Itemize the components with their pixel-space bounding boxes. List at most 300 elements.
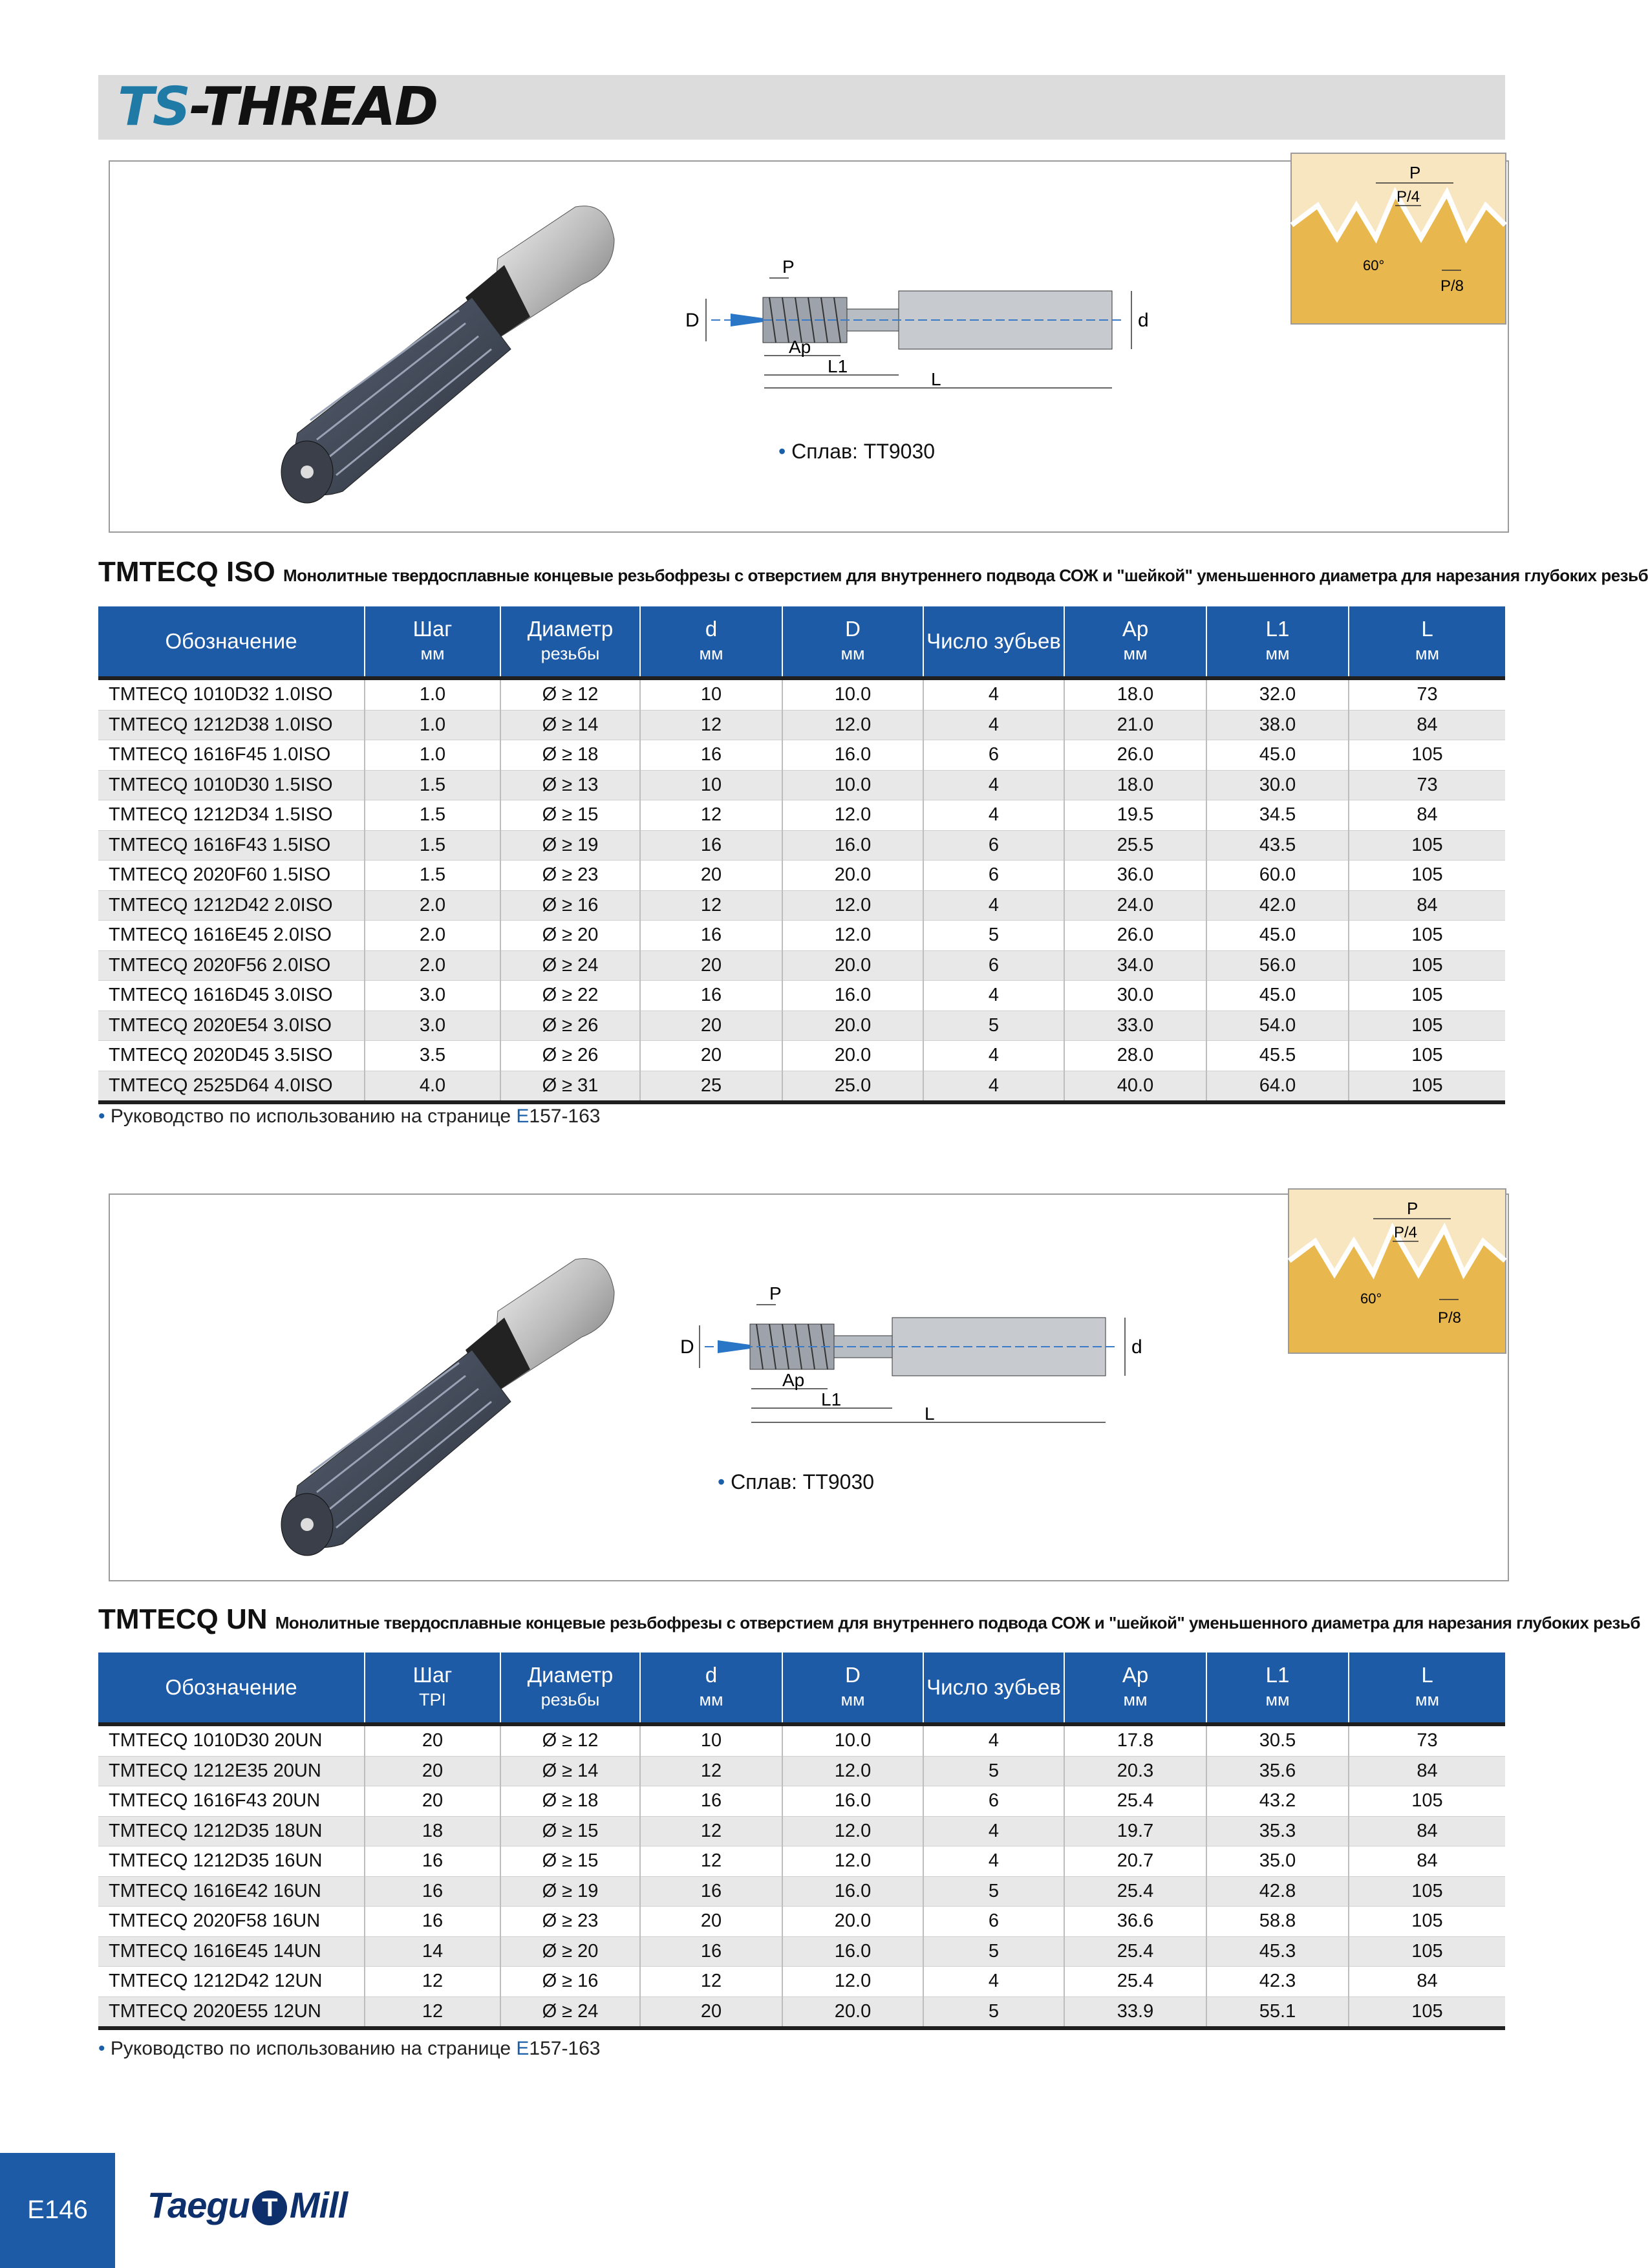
table-cell: 3.0 bbox=[365, 981, 500, 1011]
un-usage-note: • Руководство по использованию на странице E157-163 bbox=[98, 2038, 601, 2059]
table-cell: 5 bbox=[923, 1011, 1064, 1041]
table-cell: Ø ≥ 16 bbox=[500, 890, 640, 921]
table-row bbox=[98, 861, 1505, 891]
table-cell: 24.0 bbox=[1064, 890, 1206, 921]
table-cell: 20.0 bbox=[782, 1041, 923, 1071]
table-cell: 5 bbox=[923, 1756, 1064, 1786]
table-cell: 20.0 bbox=[782, 950, 923, 981]
table-cell: TMTECQ 1616E45 2.0ISO bbox=[98, 921, 365, 951]
table-cell: TMTECQ 2525D64 4.0ISO bbox=[98, 1071, 365, 1102]
table-cell: 1.0 bbox=[365, 710, 500, 740]
table-cell: 4 bbox=[923, 1724, 1064, 1756]
table-cell: 20 bbox=[640, 1041, 782, 1071]
end-mill-photo-un bbox=[187, 1240, 769, 1576]
table-cell: 35.3 bbox=[1206, 1816, 1349, 1846]
table-cell: 84 bbox=[1349, 1816, 1505, 1846]
table-cell: TMTECQ 1616D45 3.0ISO bbox=[98, 981, 365, 1011]
table-cell: 12 bbox=[640, 1846, 782, 1877]
table-cell: TMTECQ 2020E55 12UN bbox=[98, 1996, 365, 2028]
table-cell: Ø ≥ 15 bbox=[500, 1846, 640, 1877]
table-row bbox=[98, 800, 1505, 831]
table-cell: TMTECQ 1212D34 1.5ISO bbox=[98, 800, 365, 831]
table-cell: 12.0 bbox=[782, 921, 923, 951]
table-row bbox=[98, 740, 1505, 771]
table-cell: 20 bbox=[640, 950, 782, 981]
iso-col-header-6: Ap мм bbox=[1064, 606, 1206, 678]
table-cell: 105 bbox=[1349, 981, 1505, 1011]
table-cell: 30.5 bbox=[1206, 1724, 1349, 1756]
un-col-header-1: Шаг TPI bbox=[365, 1653, 500, 1724]
end-mill-photo-iso bbox=[187, 187, 769, 524]
table-cell: TMTECQ 1616E42 16UN bbox=[98, 1876, 365, 1907]
table-cell: 4 bbox=[923, 1816, 1064, 1846]
header-band bbox=[98, 75, 1505, 140]
table-cell: 16 bbox=[640, 921, 782, 951]
table-cell: 6 bbox=[923, 1786, 1064, 1817]
table-row bbox=[98, 710, 1505, 740]
table-cell: 16.0 bbox=[782, 830, 923, 861]
table-cell: 12.0 bbox=[782, 1967, 923, 1997]
svg-text:60°: 60° bbox=[1360, 1290, 1382, 1307]
table-cell: Ø ≥ 14 bbox=[500, 710, 640, 740]
table-row bbox=[98, 1907, 1505, 1937]
table-cell: 10 bbox=[640, 770, 782, 800]
table-cell: 3.0 bbox=[365, 1011, 500, 1041]
table-cell: TMTECQ 1212D38 1.0ISO bbox=[98, 710, 365, 740]
iso-table-body bbox=[98, 678, 1505, 1102]
table-cell: 105 bbox=[1349, 830, 1505, 861]
table-cell: 1.0 bbox=[365, 678, 500, 710]
table-cell: 3.5 bbox=[365, 1041, 500, 1071]
un-col-header-3: d мм bbox=[640, 1653, 782, 1724]
table-cell: 6 bbox=[923, 830, 1064, 861]
table-cell: 34.5 bbox=[1206, 800, 1349, 831]
dimension-drawing-iso bbox=[685, 259, 1203, 388]
table-cell: 35.6 bbox=[1206, 1756, 1349, 1786]
table-cell: 35.0 bbox=[1206, 1846, 1349, 1877]
alloy-label-un: • Сплав: TT9030 bbox=[718, 1470, 875, 1493]
table-cell: 4 bbox=[923, 1846, 1064, 1877]
table-cell: 10.0 bbox=[782, 678, 923, 710]
table-cell: 20.0 bbox=[782, 1907, 923, 1937]
table-cell: 12.0 bbox=[782, 800, 923, 831]
table-cell: Ø ≥ 22 bbox=[500, 981, 640, 1011]
table-cell: TMTECQ 1010D30 1.5ISO bbox=[98, 770, 365, 800]
iso-col-header-5: Число зубьев bbox=[923, 606, 1064, 678]
table-cell: Ø ≥ 20 bbox=[500, 921, 640, 951]
table-cell: 54.0 bbox=[1206, 1011, 1349, 1041]
svg-text:D: D bbox=[685, 310, 700, 331]
un-col-header-5: Число зубьев bbox=[923, 1653, 1064, 1724]
alloy-label-iso: • Сплав: TT9030 bbox=[778, 440, 936, 463]
un-col-header-6: Ap мм bbox=[1064, 1653, 1206, 1724]
table-cell: 6 bbox=[923, 740, 1064, 771]
iso-col-header-8: L мм bbox=[1349, 606, 1505, 678]
table-cell: 105 bbox=[1349, 740, 1505, 771]
table-cell: TMTECQ 1616F43 1.5ISO bbox=[98, 830, 365, 861]
table-cell: Ø ≥ 14 bbox=[500, 1756, 640, 1786]
table-cell: 40.0 bbox=[1064, 1071, 1206, 1102]
table-cell: 21.0 bbox=[1064, 710, 1206, 740]
ts-thread-logo: TS-THREAD bbox=[118, 76, 438, 138]
table-cell: 64.0 bbox=[1206, 1071, 1349, 1102]
iso-col-header-3: d мм bbox=[640, 606, 782, 678]
table-cell: 4 bbox=[923, 981, 1064, 1011]
table-cell: 1.0 bbox=[365, 740, 500, 771]
table-cell: 12 bbox=[640, 890, 782, 921]
table-cell: Ø ≥ 15 bbox=[500, 800, 640, 831]
table-row bbox=[98, 1071, 1505, 1102]
table-cell: 42.8 bbox=[1206, 1876, 1349, 1907]
table-cell: 25 bbox=[640, 1071, 782, 1102]
iso-spec-table bbox=[98, 606, 1505, 1104]
table-cell: Ø ≥ 24 bbox=[500, 950, 640, 981]
iso-usage-note: • Руководство по использованию на странице E157-163 bbox=[98, 1106, 601, 1127]
table-row bbox=[98, 830, 1505, 861]
table-cell: 12.0 bbox=[782, 890, 923, 921]
table-cell: 18.0 bbox=[1064, 678, 1206, 710]
table-cell: 84 bbox=[1349, 710, 1505, 740]
table-row bbox=[98, 1786, 1505, 1817]
table-cell: 1.5 bbox=[365, 800, 500, 831]
table-cell: 20 bbox=[640, 1996, 782, 2028]
table-cell: 2.0 bbox=[365, 921, 500, 951]
table-cell: 2.0 bbox=[365, 950, 500, 981]
table-row bbox=[98, 1846, 1505, 1877]
table-cell: 33.0 bbox=[1064, 1011, 1206, 1041]
table-cell: 5 bbox=[923, 1936, 1064, 1967]
table-cell: 25.0 bbox=[782, 1071, 923, 1102]
table-cell: 45.5 bbox=[1206, 1041, 1349, 1071]
table-cell: 25.4 bbox=[1064, 1936, 1206, 1967]
table-cell: 12.0 bbox=[782, 1816, 923, 1846]
table-cell: 36.6 bbox=[1064, 1907, 1206, 1937]
iso-col-header-0: Обозначение bbox=[98, 606, 365, 678]
table-cell: 12 bbox=[640, 1967, 782, 1997]
table-cell: 16 bbox=[640, 981, 782, 1011]
table-cell: 5 bbox=[923, 921, 1064, 951]
table-cell: 10.0 bbox=[782, 770, 923, 800]
table-cell: 105 bbox=[1349, 1936, 1505, 1967]
table-cell: 84 bbox=[1349, 800, 1505, 831]
table-row bbox=[98, 1967, 1505, 1997]
table-cell: 12 bbox=[640, 1816, 782, 1846]
table-cell: Ø ≥ 19 bbox=[500, 830, 640, 861]
table-cell: 105 bbox=[1349, 921, 1505, 951]
svg-text:P: P bbox=[782, 257, 795, 277]
table-cell: 84 bbox=[1349, 890, 1505, 921]
table-cell: 16.0 bbox=[782, 981, 923, 1011]
table-cell: 45.3 bbox=[1206, 1936, 1349, 1967]
table-cell: 84 bbox=[1349, 1967, 1505, 1997]
table-cell: Ø ≥ 26 bbox=[500, 1041, 640, 1071]
table-row bbox=[98, 1041, 1505, 1071]
table-cell: Ø ≥ 23 bbox=[500, 1907, 640, 1937]
table-cell: 16.0 bbox=[782, 740, 923, 771]
svg-text:Ap: Ap bbox=[782, 1370, 805, 1390]
table-cell: Ø ≥ 12 bbox=[500, 678, 640, 710]
table-row bbox=[98, 1011, 1505, 1041]
table-cell: 12 bbox=[640, 710, 782, 740]
svg-text:P/4: P/4 bbox=[1394, 1224, 1418, 1241]
un-section-title: TMTECQ UN Монолитные твердосплавные концевые резьбофрезы с отверстием для внутреннего подвода СОЖ и "шейкой" уменьшенного диаметра для нарезания глубоких резьб bbox=[98, 1603, 1640, 1635]
taegutec-mill-logo: Taegu T Mill bbox=[147, 2185, 348, 2225]
table-cell: 19.7 bbox=[1064, 1816, 1206, 1846]
svg-text:P/8: P/8 bbox=[1440, 277, 1464, 295]
table-cell: Ø ≥ 31 bbox=[500, 1071, 640, 1102]
svg-text:L1: L1 bbox=[828, 356, 848, 376]
un-col-header-0: Обозначение bbox=[98, 1653, 365, 1724]
table-cell: 4.0 bbox=[365, 1071, 500, 1102]
table-cell: TMTECQ 2020F58 16UN bbox=[98, 1907, 365, 1937]
table-cell: TMTECQ 1212D42 12UN bbox=[98, 1967, 365, 1997]
table-cell: 12.0 bbox=[782, 1846, 923, 1877]
table-cell: 4 bbox=[923, 770, 1064, 800]
table-cell: 4 bbox=[923, 710, 1064, 740]
table-cell: 20 bbox=[365, 1786, 500, 1817]
table-row bbox=[98, 921, 1505, 951]
thread-profile-inset-un bbox=[1288, 1188, 1506, 1354]
table-cell: 16 bbox=[365, 1907, 500, 1937]
table-cell: TMTECQ 1212D42 2.0ISO bbox=[98, 890, 365, 921]
table-cell: 4 bbox=[923, 1967, 1064, 1997]
table-cell: 45.0 bbox=[1206, 740, 1349, 771]
table-cell: 38.0 bbox=[1206, 710, 1349, 740]
table-cell: 105 bbox=[1349, 861, 1505, 891]
table-row bbox=[98, 950, 1505, 981]
un-table-body bbox=[98, 1724, 1505, 2028]
un-col-header-4: D мм bbox=[782, 1653, 923, 1724]
table-cell: 105 bbox=[1349, 1876, 1505, 1907]
table-cell: TMTECQ 1010D32 1.0ISO bbox=[98, 678, 365, 710]
table-cell: 26.0 bbox=[1064, 921, 1206, 951]
table-row bbox=[98, 1816, 1505, 1846]
un-header-row bbox=[98, 1653, 1505, 1724]
table-cell: 14 bbox=[365, 1936, 500, 1967]
iso-section-title: TMTECQ ISO Монолитные твердосплавные концевые резьбофрезы с отверстием для внутреннего подвода СОЖ и "шейкой" уменьшенного диаметра для нарезания глубоких резьб bbox=[98, 556, 1648, 588]
table-cell: 16 bbox=[640, 740, 782, 771]
table-cell: TMTECQ 1212D35 16UN bbox=[98, 1846, 365, 1877]
table-cell: 6 bbox=[923, 1907, 1064, 1937]
iso-figure-box bbox=[109, 160, 1509, 533]
table-cell: 20 bbox=[365, 1724, 500, 1756]
table-cell: 20 bbox=[640, 1011, 782, 1041]
table-cell: 16.0 bbox=[782, 1876, 923, 1907]
table-cell: 56.0 bbox=[1206, 950, 1349, 981]
table-cell: 20.7 bbox=[1064, 1846, 1206, 1877]
svg-text:d: d bbox=[1131, 1336, 1142, 1358]
table-cell: 6 bbox=[923, 861, 1064, 891]
table-cell: 19.5 bbox=[1064, 800, 1206, 831]
table-cell: 12 bbox=[640, 800, 782, 831]
table-cell: 18 bbox=[365, 1816, 500, 1846]
table-cell: 105 bbox=[1349, 950, 1505, 981]
table-cell: Ø ≥ 18 bbox=[500, 1786, 640, 1817]
table-cell: 30.0 bbox=[1064, 981, 1206, 1011]
table-cell: 42.3 bbox=[1206, 1967, 1349, 1997]
table-row bbox=[98, 890, 1505, 921]
table-cell: 2.0 bbox=[365, 890, 500, 921]
table-cell: 20.0 bbox=[782, 1011, 923, 1041]
table-cell: 105 bbox=[1349, 1071, 1505, 1102]
table-cell: TMTECQ 1616E45 14UN bbox=[98, 1936, 365, 1967]
table-cell: 26.0 bbox=[1064, 740, 1206, 771]
svg-text:D: D bbox=[680, 1336, 694, 1358]
page-number-tab bbox=[0, 2153, 115, 2268]
table-cell: TMTECQ 1616F45 1.0ISO bbox=[98, 740, 365, 771]
table-cell: 4 bbox=[923, 1071, 1064, 1102]
table-cell: Ø ≥ 19 bbox=[500, 1876, 640, 1907]
table-cell: 25.4 bbox=[1064, 1876, 1206, 1907]
table-cell: 5 bbox=[923, 1996, 1064, 2028]
page-number: E146 bbox=[27, 2196, 88, 2224]
thread-profile-inset-iso bbox=[1290, 153, 1506, 325]
table-row bbox=[98, 981, 1505, 1011]
table-cell: 84 bbox=[1349, 1756, 1505, 1786]
table-row bbox=[98, 1996, 1505, 2028]
table-cell: 1.5 bbox=[365, 830, 500, 861]
un-col-header-7: L1 мм bbox=[1206, 1653, 1349, 1724]
table-cell: 34.0 bbox=[1064, 950, 1206, 981]
table-cell: 16 bbox=[640, 1936, 782, 1967]
table-cell: 33.9 bbox=[1064, 1996, 1206, 2028]
table-cell: 12.0 bbox=[782, 710, 923, 740]
table-cell: Ø ≥ 23 bbox=[500, 861, 640, 891]
table-cell: 12 bbox=[365, 1996, 500, 2028]
table-cell: 4 bbox=[923, 800, 1064, 831]
table-cell: 4 bbox=[923, 1041, 1064, 1071]
dimension-drawing-un bbox=[680, 1283, 1203, 1428]
table-cell: 16 bbox=[640, 1876, 782, 1907]
table-row bbox=[98, 1724, 1505, 1756]
table-cell: Ø ≥ 18 bbox=[500, 740, 640, 771]
table-row bbox=[98, 1876, 1505, 1907]
svg-text:d: d bbox=[1138, 310, 1149, 331]
un-col-header-2: Диаметр резьбы bbox=[500, 1653, 640, 1724]
table-cell: TMTECQ 2020F56 2.0ISO bbox=[98, 950, 365, 981]
svg-text:P/8: P/8 bbox=[1438, 1309, 1462, 1327]
table-cell: 43.2 bbox=[1206, 1786, 1349, 1817]
un-col-header-8: L мм bbox=[1349, 1653, 1505, 1724]
table-cell: 30.0 bbox=[1206, 770, 1349, 800]
table-cell: 18.0 bbox=[1064, 770, 1206, 800]
table-cell: TMTECQ 1616F43 20UN bbox=[98, 1786, 365, 1817]
table-cell: 16 bbox=[365, 1846, 500, 1877]
table-cell: TMTECQ 2020E54 3.0ISO bbox=[98, 1011, 365, 1041]
table-cell: 16 bbox=[640, 1786, 782, 1817]
table-cell: 25.5 bbox=[1064, 830, 1206, 861]
table-cell: 12.0 bbox=[782, 1756, 923, 1786]
un-spec-table bbox=[98, 1653, 1505, 2030]
table-cell: 28.0 bbox=[1064, 1041, 1206, 1071]
table-cell: 105 bbox=[1349, 1011, 1505, 1041]
table-cell: 20.0 bbox=[782, 1996, 923, 2028]
table-cell: 73 bbox=[1349, 770, 1505, 800]
table-cell: 25.4 bbox=[1064, 1786, 1206, 1817]
table-cell: 105 bbox=[1349, 1907, 1505, 1937]
table-cell: 16.0 bbox=[782, 1786, 923, 1817]
table-cell: 17.8 bbox=[1064, 1724, 1206, 1756]
un-figure-box bbox=[109, 1193, 1509, 1581]
table-cell: 1.5 bbox=[365, 861, 500, 891]
table-cell: 20.3 bbox=[1064, 1756, 1206, 1786]
table-cell: 20 bbox=[640, 861, 782, 891]
table-row bbox=[98, 1756, 1505, 1786]
svg-text:L: L bbox=[931, 369, 941, 389]
table-cell: 12 bbox=[365, 1967, 500, 1997]
table-cell: 84 bbox=[1349, 1846, 1505, 1877]
table-cell: 105 bbox=[1349, 1996, 1505, 2028]
table-cell: 73 bbox=[1349, 678, 1505, 710]
table-cell: 10.0 bbox=[782, 1724, 923, 1756]
iso-header-row bbox=[98, 606, 1505, 678]
svg-text:L: L bbox=[925, 1404, 935, 1424]
table-cell: 16.0 bbox=[782, 1936, 923, 1967]
table-cell: 36.0 bbox=[1064, 861, 1206, 891]
table-cell: 20 bbox=[640, 1907, 782, 1937]
table-cell: 10 bbox=[640, 678, 782, 710]
table-cell: 6 bbox=[923, 950, 1064, 981]
table-cell: 25.4 bbox=[1064, 1967, 1206, 1997]
table-cell: 5 bbox=[923, 1876, 1064, 1907]
table-cell: 1.5 bbox=[365, 770, 500, 800]
table-cell: Ø ≥ 13 bbox=[500, 770, 640, 800]
table-cell: 20 bbox=[365, 1756, 500, 1786]
svg-text:60°: 60° bbox=[1363, 257, 1385, 273]
table-cell: 16 bbox=[365, 1876, 500, 1907]
table-cell: 42.0 bbox=[1206, 890, 1349, 921]
table-cell: Ø ≥ 26 bbox=[500, 1011, 640, 1041]
iso-col-header-4: D мм bbox=[782, 606, 923, 678]
table-cell: Ø ≥ 20 bbox=[500, 1936, 640, 1967]
iso-col-header-2: Диаметр резьбы bbox=[500, 606, 640, 678]
table-cell: Ø ≥ 15 bbox=[500, 1816, 640, 1846]
table-cell: TMTECQ 1212E35 20UN bbox=[98, 1756, 365, 1786]
table-cell: 58.8 bbox=[1206, 1907, 1349, 1937]
table-cell: TMTECQ 1212D35 18UN bbox=[98, 1816, 365, 1846]
table-cell: Ø ≥ 12 bbox=[500, 1724, 640, 1756]
table-row bbox=[98, 678, 1505, 710]
table-cell: Ø ≥ 24 bbox=[500, 1996, 640, 2028]
table-cell: 60.0 bbox=[1206, 861, 1349, 891]
table-cell: 10 bbox=[640, 1724, 782, 1756]
table-cell: 45.0 bbox=[1206, 981, 1349, 1011]
table-cell: TMTECQ 2020D45 3.5ISO bbox=[98, 1041, 365, 1071]
iso-col-header-1: Шаг мм bbox=[365, 606, 500, 678]
svg-text:L1: L1 bbox=[821, 1389, 842, 1409]
svg-text:Ap: Ap bbox=[789, 337, 811, 357]
table-cell: 20.0 bbox=[782, 861, 923, 891]
svg-text:P: P bbox=[1409, 163, 1421, 182]
svg-text:P/4: P/4 bbox=[1397, 188, 1420, 206]
table-cell: TMTECQ 2020F60 1.5ISO bbox=[98, 861, 365, 891]
table-row bbox=[98, 770, 1505, 800]
table-cell: 105 bbox=[1349, 1786, 1505, 1817]
table-cell: 32.0 bbox=[1206, 678, 1349, 710]
table-row bbox=[98, 1936, 1505, 1967]
table-cell: 105 bbox=[1349, 1041, 1505, 1071]
table-cell: 12 bbox=[640, 1756, 782, 1786]
table-cell: Ø ≥ 16 bbox=[500, 1967, 640, 1997]
table-cell: 43.5 bbox=[1206, 830, 1349, 861]
table-cell: 4 bbox=[923, 678, 1064, 710]
table-cell: 73 bbox=[1349, 1724, 1505, 1756]
table-cell: 55.1 bbox=[1206, 1996, 1349, 2028]
svg-text:P: P bbox=[769, 1283, 782, 1303]
table-cell: 16 bbox=[640, 830, 782, 861]
table-cell: 4 bbox=[923, 890, 1064, 921]
iso-col-header-7: L1 мм bbox=[1206, 606, 1349, 678]
